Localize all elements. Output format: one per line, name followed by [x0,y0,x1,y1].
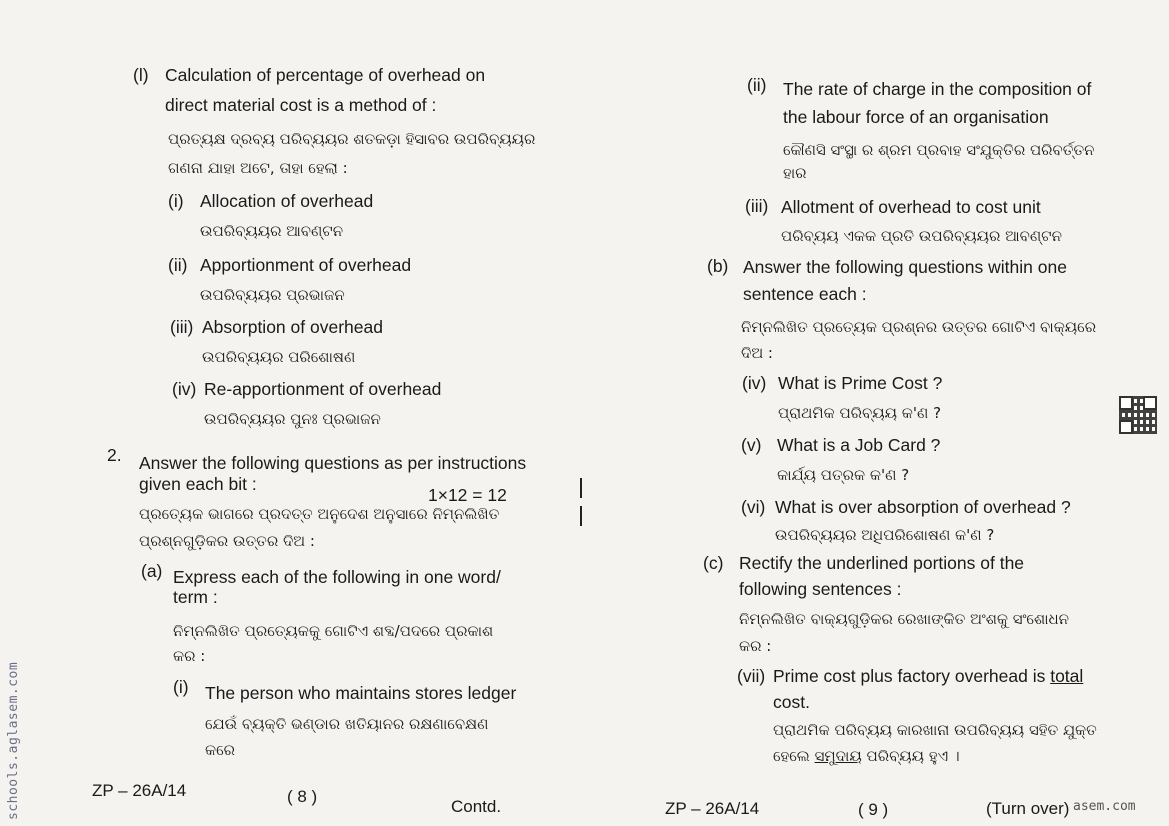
qc-text-2: following sentences : [739,579,902,599]
qa-odia-1: ନିମ୍ନଲିଖିତ ପ୍ରତ୍ୟେକକୁ ଗୋଟିଏ ଶବ୍ଦ/ପଦରେ ପ୍ରକାଶ [173,622,494,640]
qa-text-2: term : [173,587,218,607]
option-iii-text: Absorption of overhead [202,317,383,337]
q-l-odia-2: ଗଣନା ଯାହା ଅଟେ, ତାହା ହେଲା : [168,159,348,177]
q-ii-odia-2: ହାର [783,164,807,182]
q-ii-number: (ii) [747,75,767,95]
side-watermark: schools.aglasem.com [6,661,21,820]
q-vii-odia-1: ପ୍ରାଥମିକ ପରିବ୍ୟୟ କାରଖାନା ଉପରିବ୍ୟୟ ସହିତ ଯୁକ୍ତ [773,721,1097,739]
qc-text-1: Rectify the underlined portions of the [739,553,1025,573]
right-footer-code: ZP – 26A/14 [665,799,760,818]
right-footer-page: ( 9 ) [858,800,889,819]
q2-number: 2. [107,445,122,465]
q-ii-text-1: The rate of charge in the composition of [783,79,1092,99]
bottom-watermark: asem.com [1073,799,1136,814]
left-footer-contd: Contd. [451,797,502,816]
q-vi-odia: ଉପରିବ୍ୟୟର ଅଧିପରିଶୋଷଣ କ'ଣ ? [775,526,995,544]
option-iii-odia: ଉପରିବ୍ୟୟର ପରିଶୋଷଣ [202,348,356,366]
q-v-odia: କାର୍ଯ୍ୟ ପତ୍ରକ କ'ଣ ? [777,466,910,484]
q-vii-text [773,665,1083,687]
q-v-number: (v) [741,435,762,455]
right-page [584,0,1169,826]
q-ii-text-2: the labour force of an organisation [783,107,1049,127]
qc-number: (c) [703,553,724,573]
qb-number: (b) [707,256,729,276]
option-iii-number: (iii) [170,317,194,337]
qb-text-2: sentence each : [743,284,867,304]
q-iii-number: (iii) [745,196,769,216]
q-iii-odia: ପରିବ୍ୟୟ ଏକକ ପ୍ରତି ଉପରିବ୍ୟୟର ଆବଣ୍ଟନ [781,227,1062,245]
q-vii-text-pre: Prime cost plus factory overhead is [773,666,1051,686]
option-i-odia: ଉପରିବ୍ୟୟର ଆବଣ୍ଟନ [200,222,344,240]
q-vii-text-2: cost. [773,692,810,712]
qi-number: (i) [173,677,189,697]
left-page [0,0,584,826]
q-iv-text: What is Prime Cost ? [778,373,943,393]
q2-text-2: given each bit : [139,474,257,494]
q2-marks: 1×12 = 12 [428,485,507,505]
q-vii-underlined: total [1050,666,1084,686]
q-vii-odia-2-post: ପରିବ୍ୟୟ ହୁଏ । [861,747,960,765]
q-vii-odia-2 [773,745,960,767]
q-vii-odia-2-pre: ହେଲେ [773,747,815,765]
qb-odia-1: ନିମ୍ନଲିଖିତ ପ୍ରତ୍ୟେକ ପ୍ରଶ୍ନର ଉତ୍ତର ଗୋଟିଏ ବାକ୍ୟରେ [741,318,1097,336]
qa-text-1: Express each of the following in one word/ [173,567,501,587]
qa-number: (a) [141,561,163,581]
q-ii-odia-1: କୌଣସି ସଂସ୍ଥା ର ଶ୍ରମ ପ୍ରବାହ ସଂଯୁକ୍ତିର ପରିବର୍ତ୍ତନ [783,141,1095,159]
q-vii-odia-underlined: ସମୁଦାୟ [814,747,862,765]
q-iv-number: (iv) [742,373,767,393]
q-vi-number: (vi) [741,497,766,517]
right-footer-turn: (Turn over) [986,799,1070,818]
option-ii-odia: ଉପରିବ୍ୟୟର ପ୍ରଭାଜନ [200,286,345,304]
fold-mark-top [580,478,582,498]
qa-odia-2: କର : [173,647,206,665]
q-l-text-1: Calculation of percentage of overhead on [165,65,486,85]
option-i-number: (i) [168,191,184,211]
q2-odia-2: ପ୍ରଶ୍ନଗୁଡ଼ିକର ଉତ୍ତର ଦିଅ : [139,532,315,550]
qi-text: The person who maintains stores ledger [205,683,517,703]
option-ii-text: Apportionment of overhead [200,255,412,275]
option-ii-number: (ii) [168,255,188,275]
qr-code-icon [1119,396,1157,434]
q-vi-text: What is over absorption of overhead ? [775,497,1071,517]
qb-odia-2: ଦିଅ : [741,344,773,362]
qi-odia-2: କରେ [205,741,235,759]
qb-text-1: Answer the following questions within one [743,257,1067,277]
q-l-odia-1: ପ୍ରତ୍ୟକ୍ଷ ଦ୍ରବ୍ୟ ପରିବ୍ୟୟର ଶତକଡ଼ା ହିସାବର ଉପରିବ୍ୟୟର [168,130,536,148]
option-iv-number: (iv) [172,379,197,399]
q-vii-number: (vii) [737,666,766,686]
qc-odia-2: କର : [739,637,772,655]
fold-mark-bottom [580,506,582,526]
qc-odia-1: ନିମ୍ନଲିଖିତ ବାକ୍ୟଗୁଡ଼ିକର ରେଖାଙ୍କିତ ଅଂଶକୁ ସଂଶୋଧନ [739,610,1070,628]
option-iv-odia: ଉପରିବ୍ୟୟର ପୁନଃ ପ୍ରଭାଜନ [204,410,381,428]
q2-odia-1: ପ୍ରତ୍ୟେକ ଭାଗରେ ପ୍ରଦତ୍ତ ଅନୁଦେଶ ଅନୁସାରେ ନିମ୍ନଲିଖିତ [139,505,500,523]
left-footer-page: ( 8 ) [287,787,318,806]
q-v-text: What is a Job Card ? [777,435,941,455]
q2-text-1: Answer the following questions as per instructions [139,453,527,473]
option-i-text: Allocation of overhead [200,191,374,211]
q-iv-odia: ପ୍ରାଥମିକ ପରିବ୍ୟୟ କ'ଣ ? [778,404,942,422]
q-l-text-2: direct material cost is a method of : [165,95,437,115]
q-iii-text: Allotment of overhead to cost unit [781,197,1041,217]
q-l-number: (l) [133,65,149,85]
left-footer-code: ZP – 26A/14 [92,781,187,800]
option-iv-text: Re-apportionment of overhead [204,379,442,399]
qi-odia-1: ଯେଉଁ ବ୍ୟକ୍ତି ଭଣ୍ଡାର ଖତିୟାନର ରକ୍ଷଣାବେକ୍ଷଣ [205,715,489,733]
